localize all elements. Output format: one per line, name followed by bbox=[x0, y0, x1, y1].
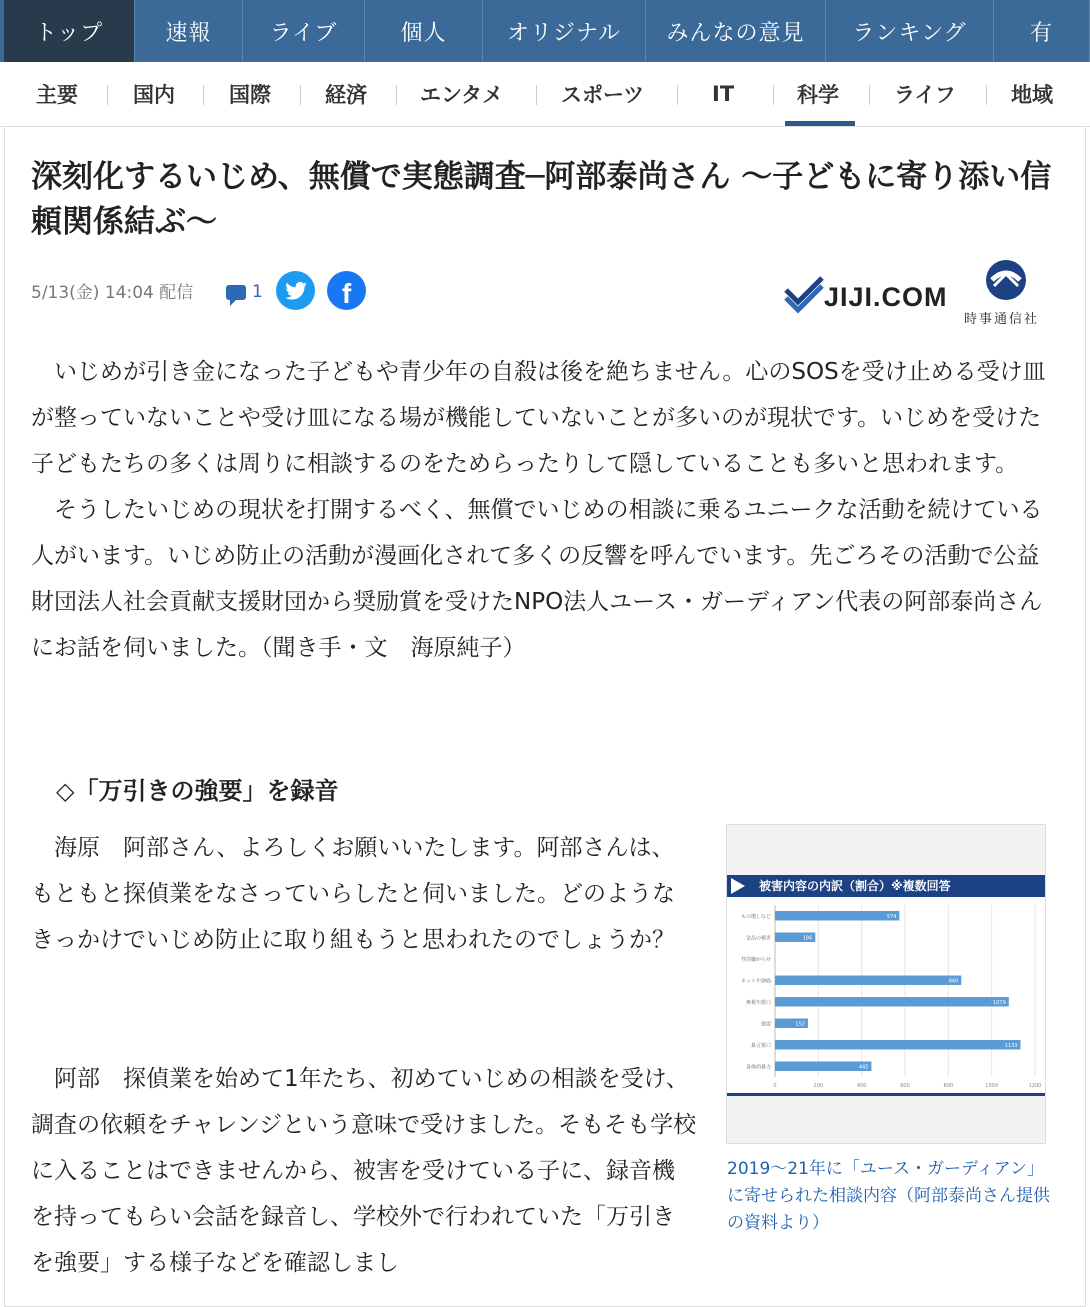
bar-value-label: 186 bbox=[802, 935, 813, 942]
answer-paragraph: 阿部 探偵業を始めて1年たち、初めていじめの相談を受け、調査の依頼をチャレンジという意味で受けました。そもそも学校に入ることはできませんから、被害を受けている子に、録音機を持ってもらい会話を録音し、学校外で行われていた「万引きを強要」する様子などを確認しまし bbox=[31, 1066, 697, 1276]
comment-link[interactable] bbox=[226, 282, 263, 302]
bar-value-label: 445 bbox=[858, 1064, 869, 1071]
top-nav-item[interactable]: 有 bbox=[994, 0, 1090, 62]
bar bbox=[775, 1040, 1020, 1049]
lead-paragraph-1: いじめが引き金になった子どもや青少年の自殺は後を絶ちません。心のSOSを受け止める受け皿が整っていないことや受け皿になる場が機能していないことが多いのが現状です。いじめを受けた子どもたちの多くは周りに相談するのをためらったりして隠していることも多いと思われます。 bbox=[31, 359, 1046, 477]
publisher-logo-text: JIJI.COM bbox=[824, 282, 948, 312]
top-navigation bbox=[0, 0, 1090, 62]
category-navigation bbox=[0, 62, 1090, 127]
section-heading: ◇「万引きの強要」を録音 bbox=[56, 777, 339, 805]
category-tab[interactable]: 主要 bbox=[36, 83, 78, 107]
publisher-name-jp: 時事通信社 bbox=[964, 312, 1040, 327]
category-label: 無視や陰口 bbox=[745, 999, 771, 1006]
twitter-icon bbox=[285, 282, 307, 300]
twitter-share-button[interactable] bbox=[276, 271, 315, 310]
x-tick-label: 400 bbox=[856, 1083, 867, 1089]
lead-paragraph-2: そうしたいじめの現状を打開するべく、無償でいじめの相談に乗るユニークな活動を続けている人がいます。いじめ防止の活動が漫画化されて多くの反響を呼んでいます。先ごろその活動で公益財団法人社会貢献支援財団から奨励賞を受けたNPO法人ユース・ガーディアン代表の阿部泰尚さんにお話を伺いました。（聞き手・文 海原純子） bbox=[31, 497, 1043, 661]
category-tab[interactable]: 地域 bbox=[1011, 83, 1053, 107]
bar-value-label: 1133 bbox=[1004, 1042, 1018, 1049]
jiji-mark-icon bbox=[784, 270, 824, 314]
bar-value-label: 152 bbox=[795, 1021, 805, 1028]
category-tab[interactable]: エンタメ bbox=[420, 83, 504, 107]
interview-question bbox=[31, 825, 697, 963]
top-nav-item[interactable]: ランキング bbox=[826, 0, 994, 62]
top-nav-item[interactable]: 速報 bbox=[135, 0, 243, 62]
category-separator bbox=[300, 85, 301, 105]
category-separator bbox=[396, 85, 397, 105]
bar bbox=[775, 911, 899, 920]
category-label: 暴言罵口 bbox=[750, 1042, 771, 1049]
figure-caption: 2019〜21年に「ユース・ガーディアン」に寄せられた相談内容（阿部泰尚さん提供の資料より） bbox=[727, 1159, 1050, 1233]
category-tab[interactable]: 国際 bbox=[229, 83, 271, 107]
bar-value-label: 574 bbox=[886, 913, 897, 920]
category-separator bbox=[107, 85, 108, 105]
jiji-emblem-icon bbox=[984, 258, 1028, 302]
category-separator bbox=[536, 85, 537, 105]
active-category-indicator bbox=[785, 121, 855, 126]
x-tick-label: 800 bbox=[943, 1083, 954, 1089]
top-nav-item[interactable]: オリジナル bbox=[483, 0, 646, 62]
top-nav-item[interactable]: 個人 bbox=[365, 0, 483, 62]
article-lead bbox=[31, 349, 1056, 671]
category-label: もの壊しなど bbox=[740, 913, 771, 920]
category-label: ネットやSNS bbox=[740, 978, 771, 985]
figure-bottom-bar bbox=[727, 1093, 1045, 1096]
top-nav-item[interactable]: ライブ bbox=[243, 0, 365, 62]
question-paragraph: 海原 阿部さん、よろしくお願いいたします。阿部さんは、もともと探偵業をなさっていらしたと伺いました。どのようなきっかけでいじめ防止に取り組もうと思われたのでしょうか？ bbox=[31, 835, 675, 953]
top-nav-item[interactable]: トップ bbox=[0, 0, 135, 62]
comment-count: 1 bbox=[252, 282, 263, 302]
top-nav-item[interactable]: みんなの意見 bbox=[646, 0, 826, 62]
category-tab[interactable]: ライフ bbox=[894, 83, 956, 107]
x-tick-label: 1200 bbox=[1028, 1083, 1042, 1089]
publish-date: 5/13(金) 14:04 配信 bbox=[31, 283, 194, 303]
x-tick-label: 600 bbox=[900, 1083, 910, 1089]
category-label: 強要 bbox=[760, 1021, 771, 1028]
facebook-icon: f bbox=[341, 277, 352, 309]
category-tab[interactable]: 経済 bbox=[325, 83, 367, 107]
category-separator bbox=[677, 85, 678, 105]
x-tick-label: 200 bbox=[813, 1083, 824, 1089]
bar bbox=[775, 976, 961, 985]
category-separator bbox=[203, 85, 204, 105]
article-title: 深刻化するいじめ、無償で実態調査─阿部泰尚さん 〜子どもに寄り添い信頼関係結ぶ〜 bbox=[31, 159, 1052, 240]
category-separator bbox=[773, 85, 774, 105]
interview-answer bbox=[31, 1056, 697, 1286]
bar-value-label: 860 bbox=[948, 978, 959, 985]
article-figure[interactable] bbox=[726, 824, 1046, 1144]
category-separator bbox=[869, 85, 870, 105]
category-label: 性的嫌がらせ bbox=[741, 956, 771, 963]
category-label: 金品の被害 bbox=[745, 935, 771, 942]
category-separator bbox=[986, 85, 987, 105]
x-tick-label: 0 bbox=[773, 1083, 777, 1089]
bar bbox=[775, 1062, 871, 1071]
x-tick-label: 1000 bbox=[985, 1083, 999, 1089]
category-tab[interactable]: 国内 bbox=[133, 83, 175, 107]
category-tab[interactable]: スポーツ bbox=[561, 83, 645, 107]
facebook-share-button[interactable] bbox=[327, 271, 366, 310]
figure-header: 被害内容の内訳（割合）※複数回答 bbox=[727, 875, 1045, 897]
comment-icon bbox=[226, 285, 246, 300]
publisher-logo[interactable] bbox=[784, 258, 1059, 328]
bar bbox=[775, 997, 1009, 1006]
category-tab[interactable]: IT bbox=[712, 82, 735, 106]
category-tab[interactable]: 科学 bbox=[797, 83, 839, 107]
bar-value-label: 1079 bbox=[993, 999, 1006, 1006]
category-label: 身体的暴力 bbox=[745, 1064, 771, 1071]
bar-chart bbox=[727, 897, 1045, 1093]
